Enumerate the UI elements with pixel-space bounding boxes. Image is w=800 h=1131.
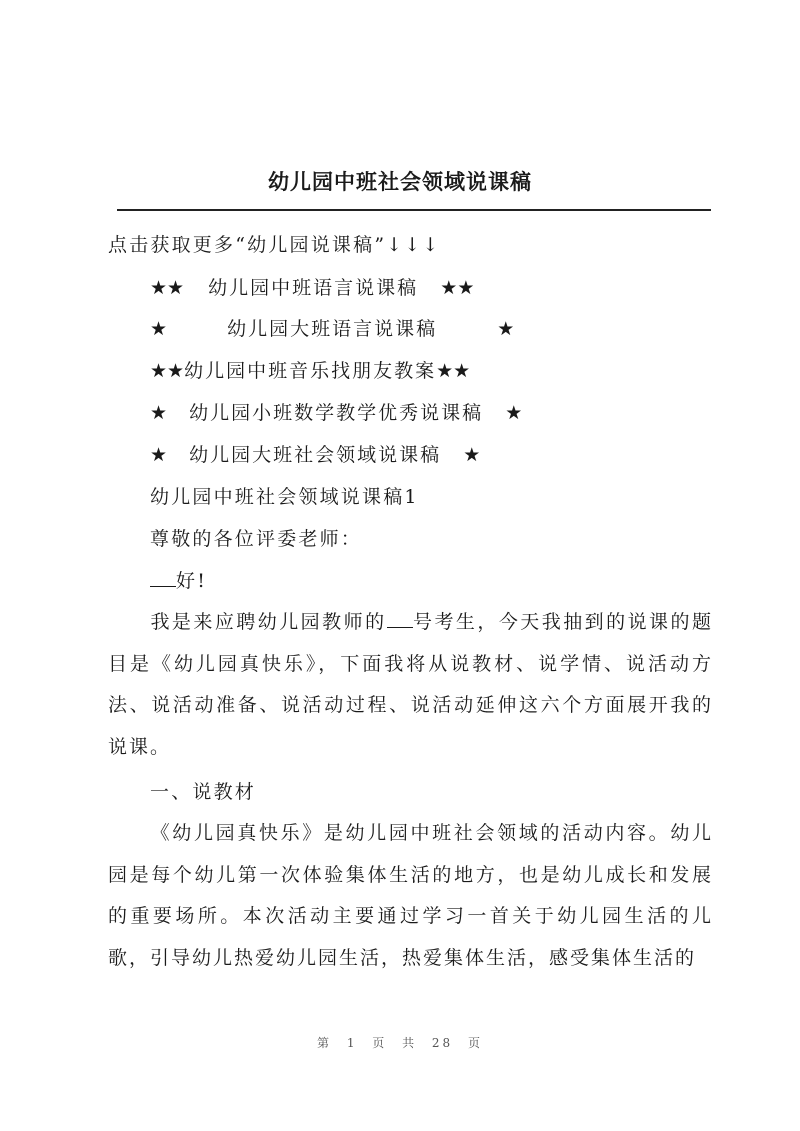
star-icon: ★ (505, 402, 523, 424)
greeting-text: 好! (176, 570, 208, 592)
document-title: 幼儿园中班社会领域说课稿 (268, 169, 532, 194)
star-icon: ★★ (150, 360, 185, 382)
link-label[interactable]: 幼儿园中班音乐找朋友教案 (184, 360, 437, 382)
star-icon: ★ (463, 444, 481, 466)
link-item-2[interactable] (150, 317, 515, 341)
blank-underline (150, 570, 176, 587)
link-item-3[interactable] (150, 359, 490, 383)
title-divider (117, 209, 711, 211)
link-label[interactable]: 幼儿园大班社会领域说课稿 (189, 444, 442, 466)
link-label[interactable]: 幼儿园中班语言说课稿 (208, 277, 419, 299)
page-footer: 第 1 页 共 28 页 (317, 1036, 483, 1050)
intro-text-1: 我是来应聘幼儿园教师的 (150, 611, 387, 633)
link-item-1[interactable] (150, 276, 490, 300)
star-icon: ★ (497, 318, 515, 340)
link-label[interactable]: 幼儿园小班数学教学优秀说课稿 (189, 402, 484, 424)
star-icon: ★★ (150, 277, 185, 299)
greeting (150, 569, 207, 593)
blank-underline (387, 611, 413, 628)
intro-paragraph (108, 602, 713, 768)
intro-text-2: 号考生，今天我抽到的说课的题目是《幼儿园真快乐》，下面我将从说教材、说学情、说活动方法、说活动准备、说活动过程、说活动延伸这六个方面展开我的说课。 (108, 611, 713, 758)
star-icon: ★ (150, 318, 168, 340)
body-paragraph (108, 813, 713, 979)
promo-link[interactable]: 点击获取更多“幼儿园说课稿”↓↓↓ (108, 234, 441, 256)
star-icon: ★★ (440, 277, 475, 299)
link-item-4[interactable] (150, 401, 523, 425)
link-label[interactable]: 幼儿园大班语言说课稿 (227, 318, 438, 340)
star-icon: ★ (150, 402, 168, 424)
body-text: 《幼儿园真快乐》是幼儿园中班社会领域的活动内容。幼儿园是每个幼儿第一次体验集体生活的地方，也是幼儿成长和发展的重要场所。本次活动主要通过学习一首关于幼儿园生活的儿歌，引导幼儿热爱幼儿园生活，热爱集体生活，感受集体生活的 (108, 822, 713, 969)
star-icon: ★ (150, 444, 168, 466)
section-heading: 幼儿园中班社会领域说课稿1 (150, 486, 419, 508)
subheading: 一、说教材 (150, 781, 257, 803)
star-icon: ★★ (436, 360, 471, 382)
salutation: 尊敬的各位评委老师： (150, 528, 363, 550)
link-item-5[interactable] (150, 443, 490, 467)
